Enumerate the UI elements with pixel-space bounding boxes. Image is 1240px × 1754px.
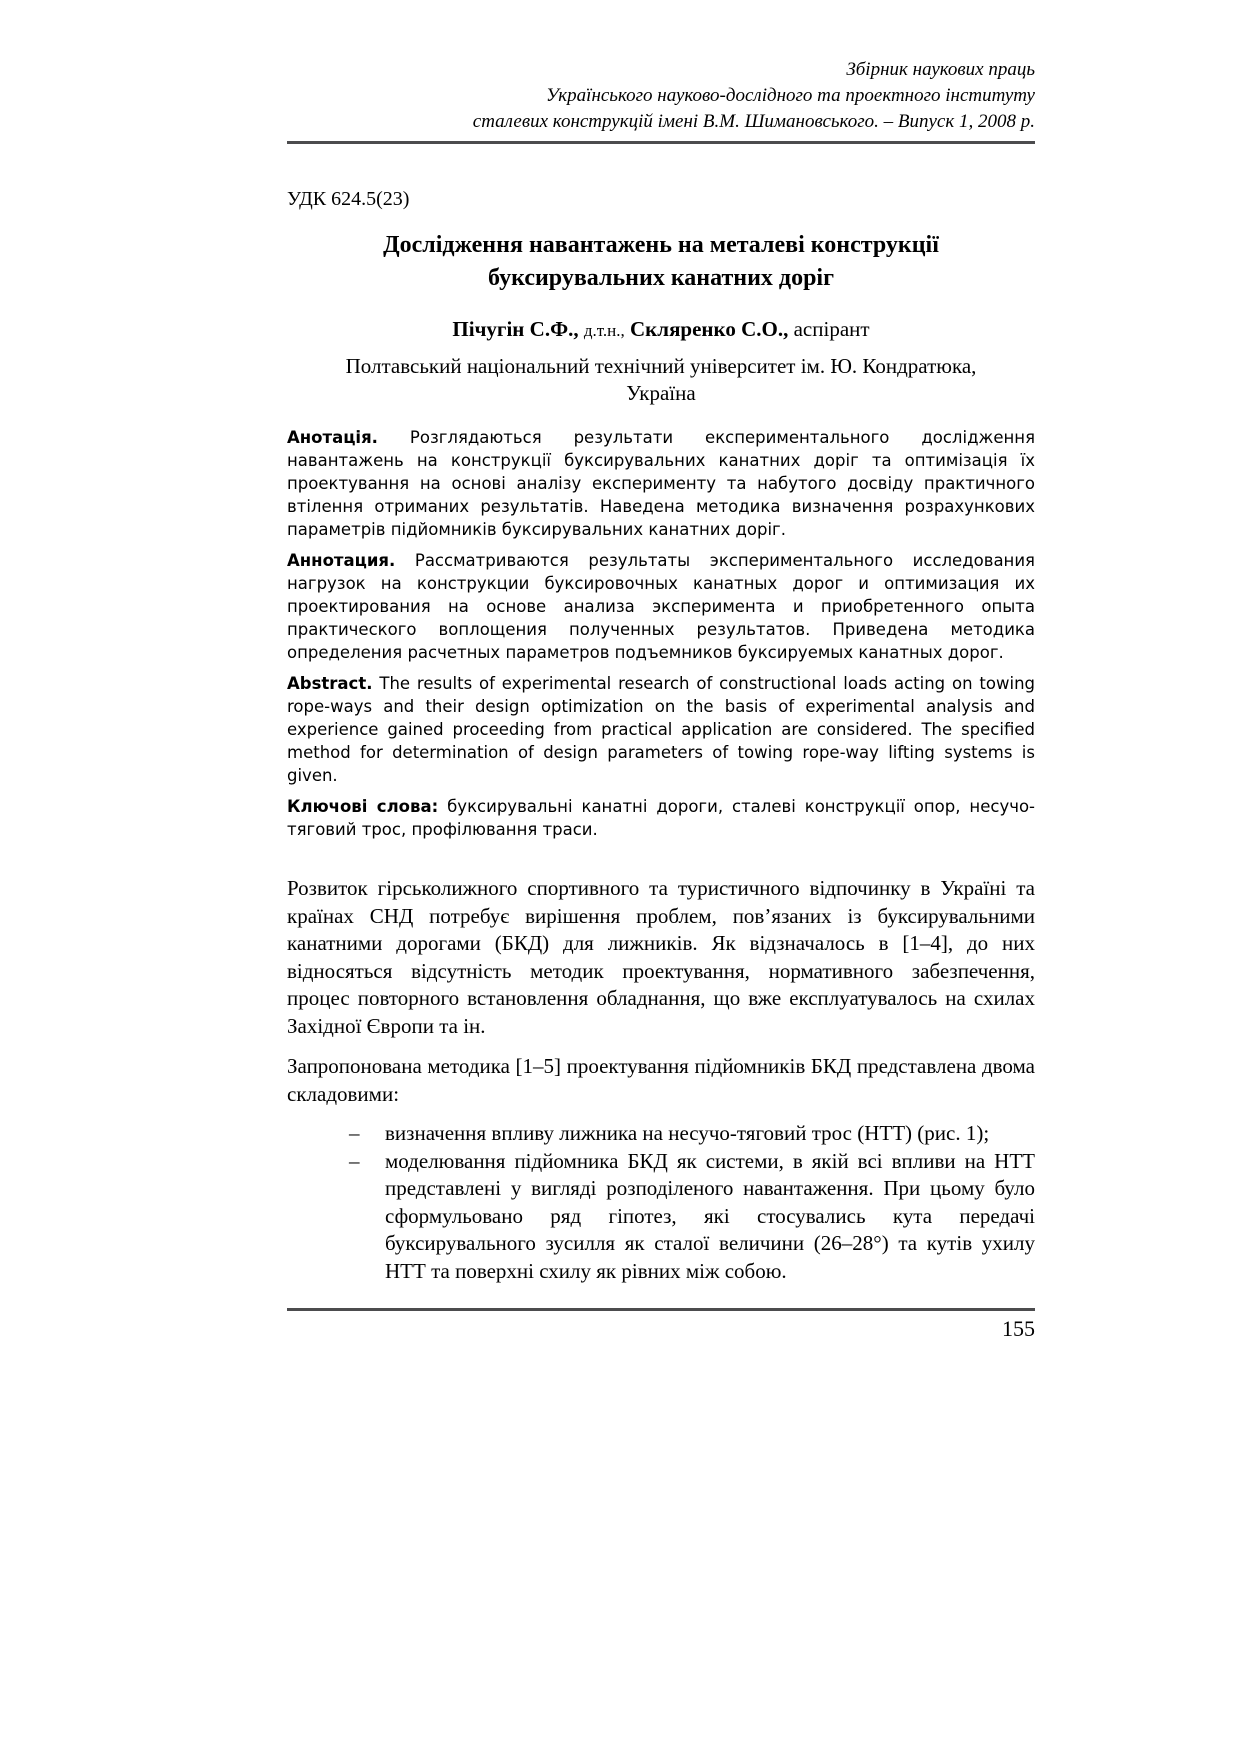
abstract-ukrainian-lead: Анотація.	[287, 428, 378, 447]
affiliation-line-1: Полтавський національний технічний університет ім. Ю. Кондратюка,	[345, 354, 977, 378]
body-paragraph-2: Запропонована методика [1–5] проектування підйомників БКД представлена двома складовими:	[287, 1054, 1035, 1106]
journal-header-line-3: сталевих конструкцій імені В.М. Шимановського. – Випуск 1, 2008 р.	[472, 111, 1035, 132]
list-item-dash-marker: –	[349, 1148, 360, 1173]
affiliation-line-2: Україна	[626, 381, 696, 405]
article-title-line-2: буксирувальних канатних доріг	[488, 265, 834, 291]
keywords-text: буксирувальні канатні дороги, сталеві конструкції опор, несучо-тяговий трос, профілювання траси.	[287, 797, 1035, 839]
author-degree-1: д.т.н.,	[583, 321, 625, 340]
journal-header-line-2: Українського науково-дослідного та проектного інституту	[545, 85, 1035, 106]
authors-line	[287, 315, 1035, 345]
footer-rule	[287, 1308, 1035, 1311]
abstract-russian-text: Рассматриваются результаты экспериментального исследования нагрузок на конструкции буксировочных канатных дорог и оптимизация их проектирования на основе анализа эксперимента и приобретенного опыта практического воплощения полученных результатов. Приведена методика определения расчетных параметров подъемников буксируемых канатных дорог.	[287, 551, 1035, 662]
author-name-1: Пічугін С.Ф.,	[452, 317, 579, 341]
abstract-english	[287, 672, 1035, 787]
abstract-english-text: The results of experimental research of constructional loads acting on towing rope-ways and their design optimization on the basis of experimental analysis and experience gained proceeding from practical application are considered. The specified method for determination of design parameters of towing rope-way lifting systems is given.	[287, 674, 1035, 785]
abstract-english-lead: Abstract.	[287, 674, 373, 693]
abstract-ukrainian-text: Розглядаються результати експериментального дослідження навантажень на конструкції буксирувальних канатних доріг та оптимізація їх проектування на основі аналізу експерименту та набутого досвіду практичного втілення отриманих результатів. Наведена методика визначення розрахункових параметрів підйомників буксирувальних канатних доріг.	[287, 428, 1035, 539]
bullet-list	[287, 1120, 1035, 1285]
content-column	[287, 0, 1035, 1285]
article-title	[287, 229, 1035, 295]
list-item-text: моделювання підйомника БКД як системи, в якій всі впливи на НТТ представлені у вигляді розподіленого навантаження. При цьому було сформульовано ряд гіпотез, які стосувались кута передачі буксирувального зусилля як сталої величини (26–28°) та кутів ухилу НТТ та поверхні схилу як рівних між собою.	[385, 1148, 1035, 1283]
list-item	[287, 1148, 1035, 1286]
udc-code: УДК 624.5(23)	[287, 188, 410, 210]
author-degree-2: аспірант	[793, 317, 870, 341]
list-item-text: визначення впливу лижника на несучо-тяговий трос (НТТ) (рис. 1);	[385, 1121, 990, 1145]
keywords-lead: Ключові слова:	[287, 797, 439, 816]
list-item-dash-marker: –	[349, 1121, 360, 1145]
journal-header-line-1: Збірник наукових праць	[846, 59, 1035, 80]
abstract-russian-lead: Аннотация.	[287, 551, 396, 570]
abstract-ukrainian	[287, 426, 1035, 541]
list-item	[287, 1120, 1035, 1148]
author-name-2: Скляренко С.О.,	[630, 317, 789, 341]
keywords-line	[287, 795, 1035, 841]
header-rule	[287, 141, 1035, 144]
journal-header	[287, 0, 1035, 135]
body-paragraph-1: Розвиток гірськолижного спортивного та туристичного відпочинку в Україні та країнах СНД потребує вирішення проблем, пов’язаних із буксирувальними канатними дорогами (БКД) для лижників. Як відзначалось в [1–4], до них відносяться відсутність методик проектування, нормативного забезпечення, процес повторного встановлення обладнання, що вже експлуатувалось на схилах Західної Європи та ін.	[287, 876, 1035, 1038]
affiliation	[287, 353, 1035, 407]
page-footer	[287, 1308, 1035, 1343]
article-title-line-1: Дослідження навантажень на металеві конструкції	[383, 232, 939, 258]
abstract-russian	[287, 549, 1035, 664]
page-number: 155	[1002, 1316, 1035, 1341]
